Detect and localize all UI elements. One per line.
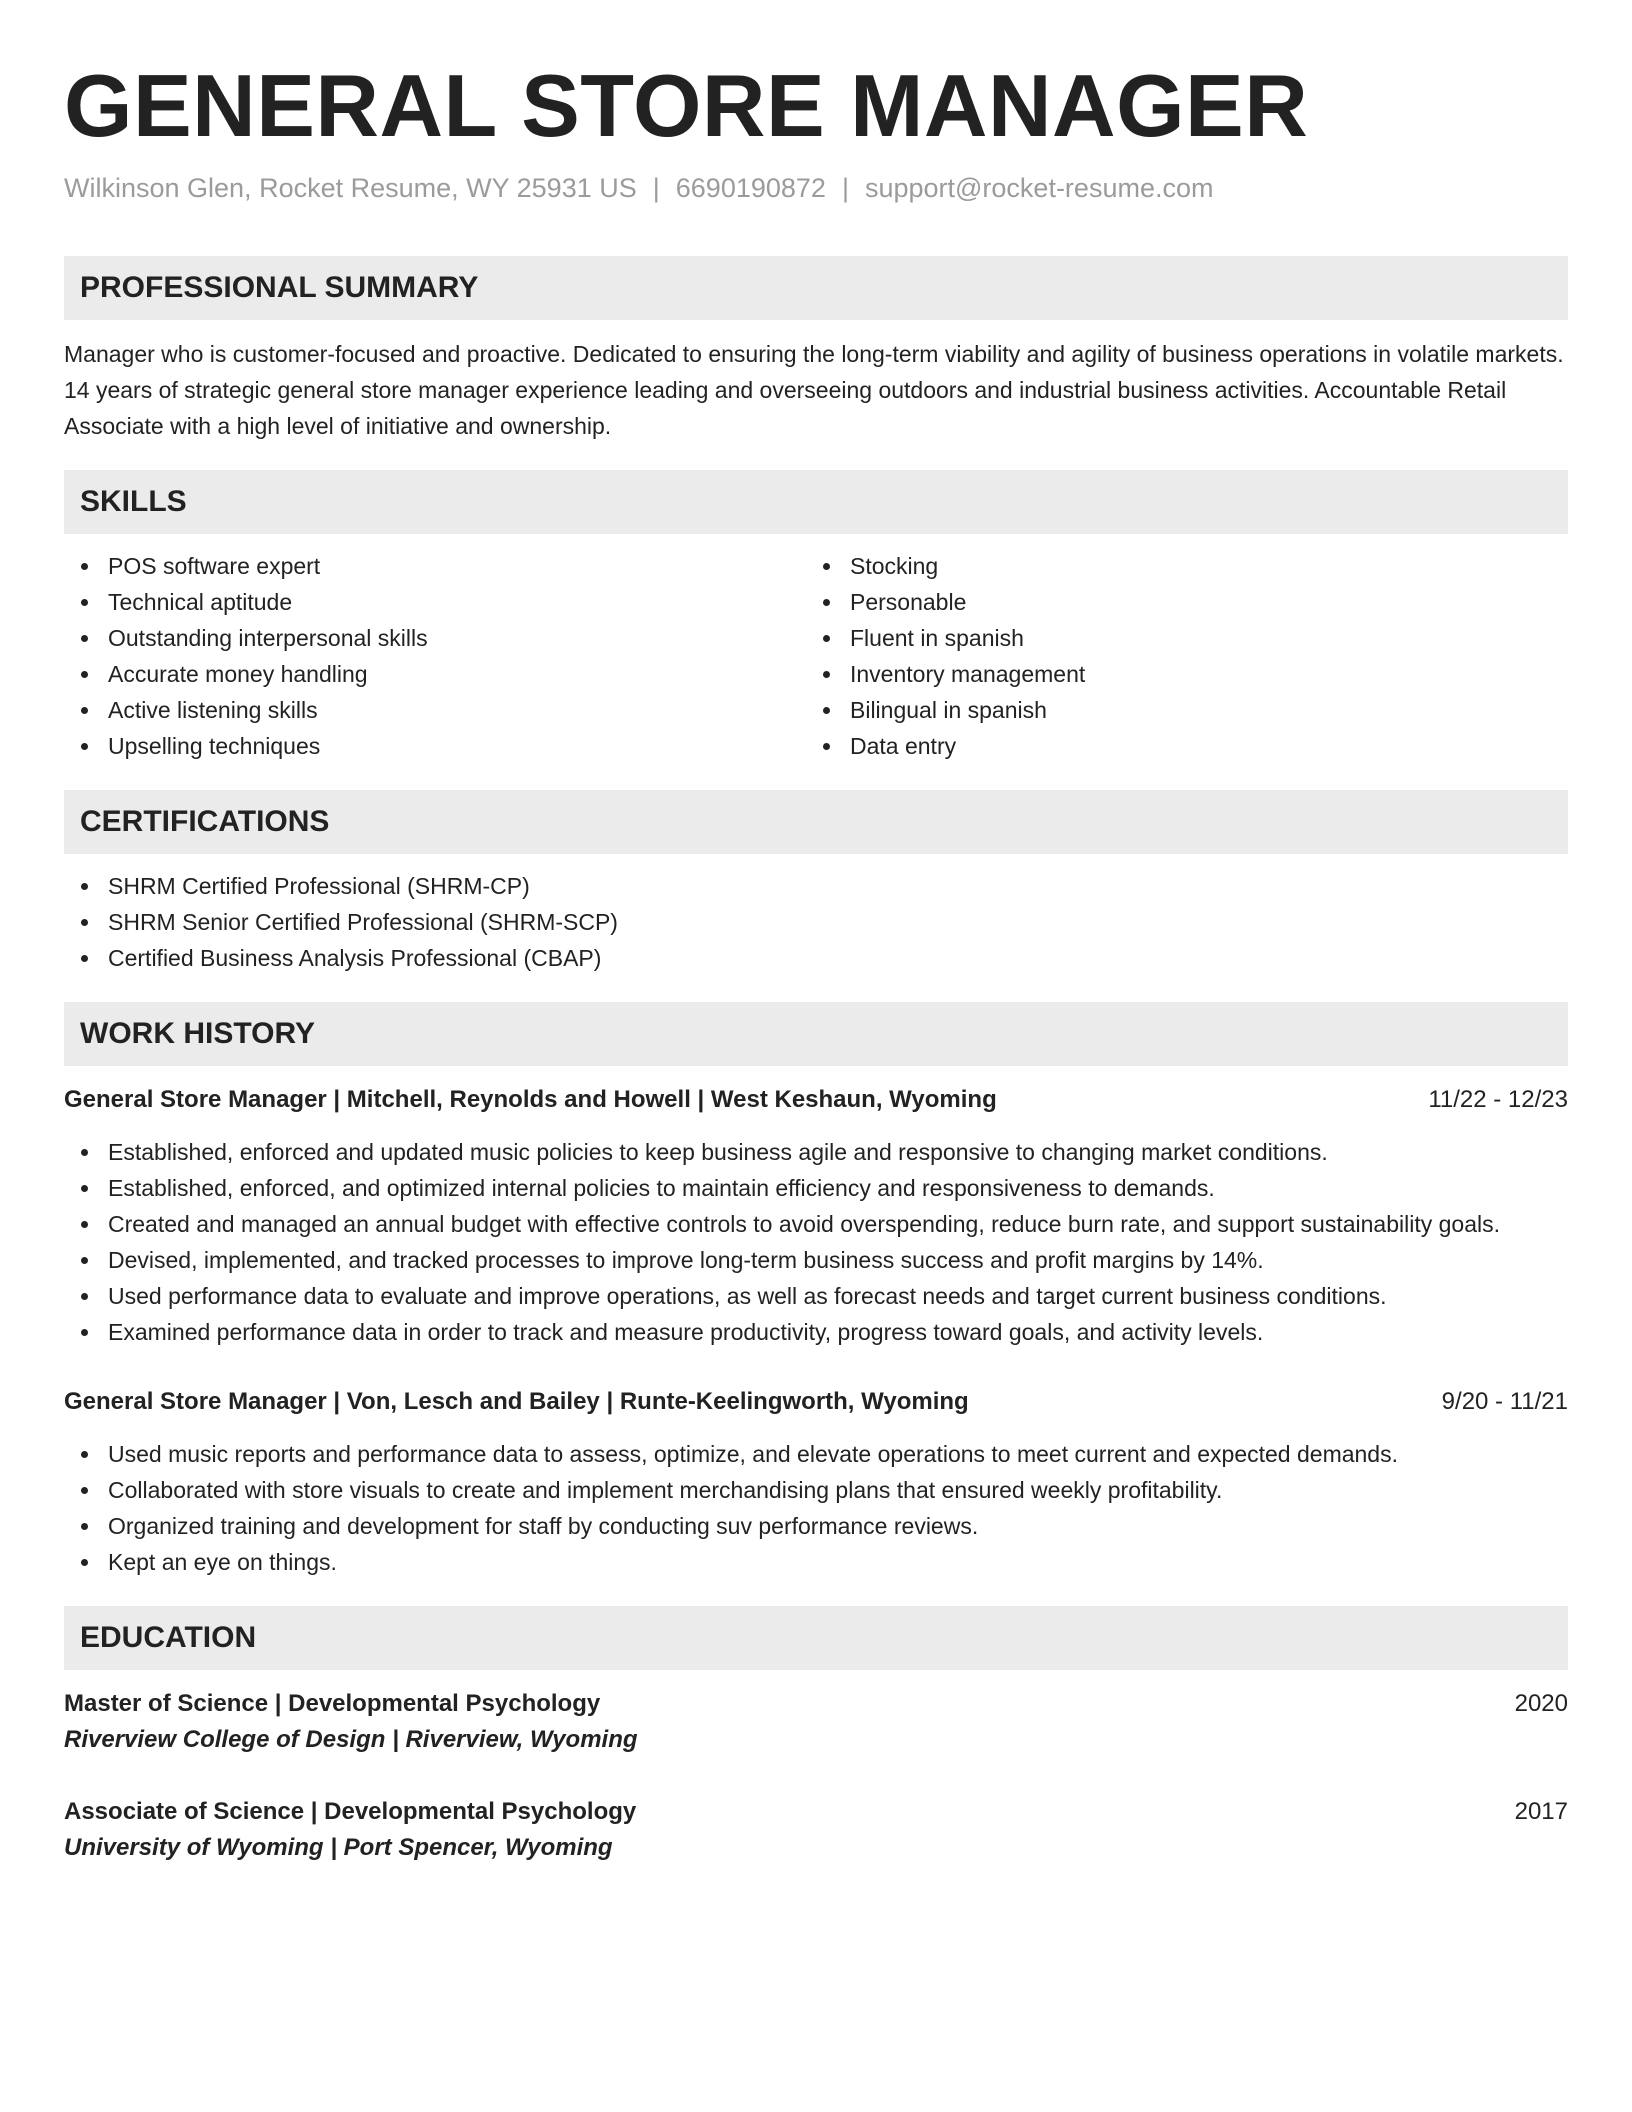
section-header-summary: PROFESSIONAL SUMMARY [64, 256, 1568, 320]
resume-page [64, 0, 1568, 1866]
certifications-list [64, 868, 1568, 976]
certification-item: SHRM Certified Professional (SHRM-CP) [64, 868, 1568, 904]
skill-item: Inventory management [806, 656, 1548, 692]
job-header [64, 1384, 1568, 1420]
skill-item: Data entry [806, 728, 1548, 764]
job-bullet: Organized training and development for staff by conducting suv performance reviews. [64, 1508, 1568, 1544]
skill-item: Accurate money handling [64, 656, 806, 692]
job-bullet: Established, enforced and updated music policies to keep business agile and responsive to changing market conditions. [64, 1134, 1568, 1170]
job-dates: 9/20 - 11/21 [1441, 1388, 1568, 1415]
skill-item: Fluent in spanish [806, 620, 1548, 656]
skill-item: Active listening skills [64, 692, 806, 728]
skill-item: Upselling techniques [64, 728, 806, 764]
education-entry [64, 1686, 1568, 1758]
skill-item: Bilingual in spanish [806, 692, 1548, 728]
candidate-name: GENERAL STORE MANAGER [64, 56, 1309, 155]
education-header [64, 1794, 1568, 1830]
job-title: General Store Manager | Mitchell, Reynolds and Howell | West Keshaun, Wyoming [64, 1086, 997, 1113]
skill-item: Stocking [806, 548, 1548, 584]
job-entry [64, 1384, 1568, 1580]
section-header-certifications: CERTIFICATIONS [64, 790, 1568, 854]
skills-column-right [806, 548, 1548, 764]
education-year: 2017 [1514, 1798, 1568, 1825]
education-header [64, 1686, 1568, 1722]
education-entry [64, 1794, 1568, 1866]
education-school: Riverview College of Design | Riverview, Wyoming [64, 1726, 638, 1753]
skill-item: POS software expert [64, 548, 806, 584]
education-year: 2020 [1514, 1690, 1568, 1717]
certification-item: Certified Business Analysis Professional (CBAP) [64, 940, 1568, 976]
job-title: General Store Manager | Von, Lesch and Bailey | Runte-Keelingworth, Wyoming [64, 1388, 969, 1415]
skill-item: Personable [806, 584, 1548, 620]
contact-email: support@rocket-resume.com [864, 173, 1214, 203]
job-bullet: Used performance data to evaluate and improve operations, as well as forecast needs and target current business conditions. [64, 1278, 1568, 1314]
job-bullet: Devised, implemented, and tracked processes to improve long-term business success and profit margins by 14%. [64, 1242, 1568, 1278]
job-bullet: Created and managed an annual budget with effective controls to avoid overspending, reduce burn rate, and support sustainability goals. [64, 1206, 1568, 1242]
job-bullet: Used music reports and performance data to assess, optimize, and elevate operations to meet current and expected demands. [64, 1436, 1568, 1472]
contact-address: Wilkinson Glen, Rocket Resume, WY 25931 US [64, 173, 637, 203]
skills-list [64, 548, 1568, 764]
job-bullet: Examined performance data in order to track and measure productivity, progress toward goals, and activity levels. [64, 1314, 1568, 1350]
section-header-skills: SKILLS [64, 470, 1568, 534]
job-entry [64, 1082, 1568, 1350]
section-header-education: EDUCATION [64, 1606, 1568, 1670]
job-bullets [64, 1134, 1568, 1350]
job-bullet: Collaborated with store visuals to create and implement merchandising plans that ensured weekly profitability. [64, 1472, 1568, 1508]
certification-item: SHRM Senior Certified Professional (SHRM-SCP) [64, 904, 1568, 940]
summary-text: Manager who is customer-focused and proactive. Dedicated to ensuring the long-term viability and agility of business operations in volatile markets. 14 years of strategic general store manager experience leading and overseeing outdoors and industrial business activities. Accountable Retail Associate with a high level of initiative and ownership. [64, 341, 1564, 439]
skills-column-left [64, 548, 806, 764]
contact-separator: | [841, 173, 849, 203]
job-bullet: Established, enforced, and optimized internal policies to maintain efficiency and responsiveness to demands. [64, 1170, 1568, 1206]
contact-separator: | [652, 173, 660, 203]
job-dates: 11/22 - 12/23 [1428, 1086, 1568, 1113]
contact-line [64, 170, 1568, 206]
education-degree: Associate of Science | Developmental Psychology [64, 1798, 637, 1825]
job-bullets [64, 1436, 1568, 1580]
job-bullet: Kept an eye on things. [64, 1544, 1568, 1580]
skill-item: Outstanding interpersonal skills [64, 620, 806, 656]
section-header-work-history: WORK HISTORY [64, 1002, 1568, 1066]
skill-item: Technical aptitude [64, 584, 806, 620]
job-header [64, 1082, 1568, 1118]
education-degree: Master of Science | Developmental Psychology [64, 1690, 601, 1717]
contact-phone: 6690190872 [675, 173, 826, 203]
education-school: University of Wyoming | Port Spencer, Wyoming [64, 1834, 613, 1861]
